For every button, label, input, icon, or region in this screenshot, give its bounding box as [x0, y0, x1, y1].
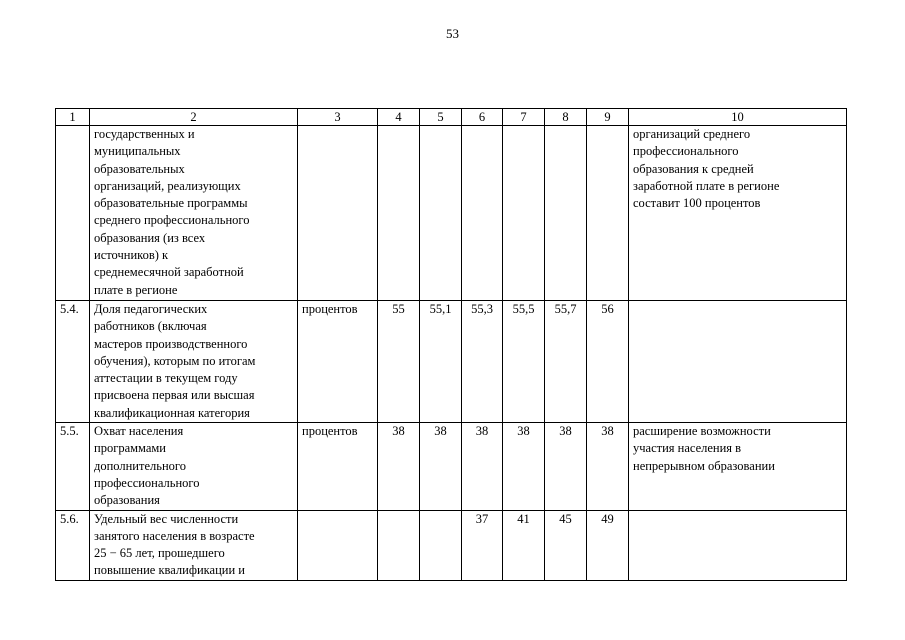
indicator-name-line: образования (из всех: [94, 230, 206, 245]
note-cell: [629, 126, 847, 301]
value-cell: 37: [462, 510, 503, 580]
indicator-name-line: дополнительного: [94, 458, 186, 473]
indicator-name-line: квалификационная категория: [94, 405, 250, 420]
indicator-name-line: работников (включая: [94, 319, 207, 334]
value-cell: 38: [462, 423, 503, 510]
indicator-name-line: занятого населения в возрасте: [94, 528, 255, 543]
note-line: профессионального: [633, 144, 739, 159]
indicator-name-line: плате в регионе: [94, 282, 178, 297]
header-cell: 2: [90, 109, 298, 126]
header-cell: 8: [545, 109, 587, 126]
header-cell: 7: [503, 109, 545, 126]
note-line: образования к средней: [633, 161, 754, 176]
indicator-name-line: обучения), которым по итогам: [94, 353, 256, 368]
value-cell: [420, 510, 462, 580]
header-cell: 3: [298, 109, 378, 126]
header-cell: 10: [629, 109, 847, 126]
value-cell: [462, 126, 503, 301]
value-cell: 56: [587, 301, 629, 423]
header-cell: 9: [587, 109, 629, 126]
value-cell: 38: [503, 423, 545, 510]
value-cell: 38: [420, 423, 462, 510]
indicator-name-line: муниципальных: [94, 144, 181, 159]
indicator-name-line: Охват населения: [94, 424, 184, 439]
indicator-name-line: программами: [94, 441, 166, 456]
note-line: заработной плате в регионе: [633, 178, 780, 193]
value-cell: 38: [587, 423, 629, 510]
table-row: [56, 423, 847, 510]
value-cell: [503, 126, 545, 301]
value-cell: [587, 126, 629, 301]
indicator-name-line: профессионального: [94, 475, 200, 490]
value-cell: 55,5: [503, 301, 545, 423]
row-number: [56, 126, 90, 301]
row-number: 5.4.: [56, 301, 90, 423]
value-cell: 41: [503, 510, 545, 580]
page-number: 53: [446, 26, 459, 41]
indicator-name-line: аттестации в текущем году: [94, 371, 238, 386]
indicator-name: [90, 423, 298, 510]
unit-cell: процентов: [298, 423, 378, 510]
unit-cell: [298, 510, 378, 580]
indicator-name: [90, 301, 298, 423]
indicator-name-line: Доля педагогических: [94, 302, 208, 316]
indicator-name-line: мастеров производственного: [94, 336, 248, 351]
value-cell: [378, 510, 420, 580]
table-row: [56, 301, 847, 423]
unit-cell: процентов: [298, 301, 378, 423]
value-cell: 55,7: [545, 301, 587, 423]
header-cell: 1: [56, 109, 90, 126]
table-row: [56, 126, 847, 301]
note-line: участия населения в: [633, 441, 742, 456]
indicator-name: [90, 126, 298, 301]
indicator-name-line: источников) к: [94, 248, 169, 263]
row-number: 5.6.: [56, 510, 90, 580]
value-cell: 49: [587, 510, 629, 580]
note-line: организаций среднего: [633, 127, 751, 141]
note-line: непрерывном образовании: [633, 458, 775, 473]
indicator-name: [90, 510, 298, 580]
header-row: [56, 109, 847, 126]
row-number: 5.5.: [56, 423, 90, 510]
value-cell: 55,1: [420, 301, 462, 423]
unit-cell: [298, 126, 378, 301]
header-cell: 6: [462, 109, 503, 126]
indicator-name-line: образовательных: [94, 161, 185, 176]
table-row: [56, 510, 847, 580]
indicator-name-line: образования: [94, 493, 160, 508]
indicator-name-line: образовательные программы: [94, 196, 248, 211]
indicator-name-line: присвоена первая или высшая: [94, 388, 255, 403]
indicator-name-line: Удельный вес численности: [94, 511, 239, 526]
header-cell: 4: [378, 109, 420, 126]
indicator-name-line: среднего профессионального: [94, 213, 250, 228]
value-cell: 38: [545, 423, 587, 510]
note-line: расширение возможности: [633, 424, 771, 439]
note-cell: [629, 510, 847, 580]
value-cell: [378, 126, 420, 301]
value-cell: [545, 126, 587, 301]
value-cell: 55,3: [462, 301, 503, 423]
indicator-name-line: повышение квалификации и: [94, 563, 245, 578]
value-cell: 38: [378, 423, 420, 510]
indicator-name-line: организаций, реализующих: [94, 178, 241, 193]
indicator-name-line: среднемесячной заработной: [94, 265, 244, 280]
value-cell: [420, 126, 462, 301]
indicator-name-line: государственных и: [94, 127, 195, 141]
indicators-table: [55, 108, 847, 581]
note-cell: [629, 301, 847, 423]
note-cell: [629, 423, 847, 510]
value-cell: 45: [545, 510, 587, 580]
value-cell: 55: [378, 301, 420, 423]
indicator-name-line: 25 − 65 лет, прошедшего: [94, 546, 225, 561]
note-line: составит 100 процентов: [633, 196, 761, 211]
header-cell: 5: [420, 109, 462, 126]
